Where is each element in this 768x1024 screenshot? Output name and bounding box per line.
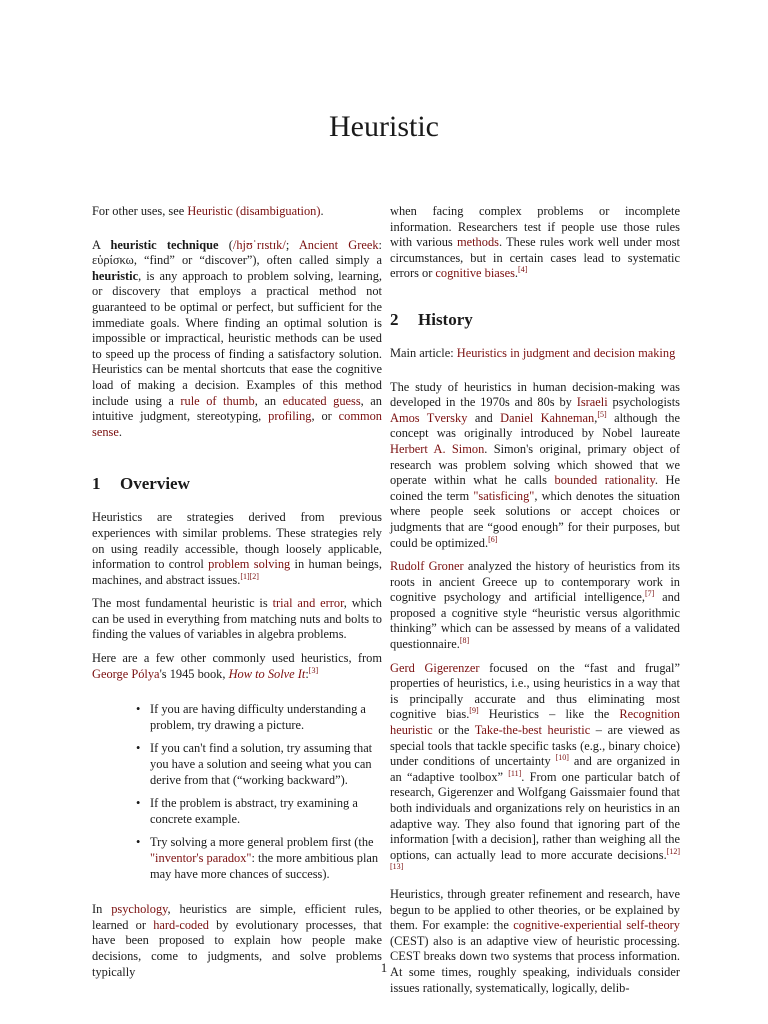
text-run: and are organized in an “adaptive toolbox” xyxy=(390,754,680,784)
citation-ref[interactable]: [7] xyxy=(645,589,655,599)
text-run: If the problem is abstract, try examining a concrete example. xyxy=(150,796,358,826)
inline-link[interactable]: educated guess xyxy=(282,393,361,408)
text-run: 's 1945 book, xyxy=(159,666,229,681)
text-run: ( xyxy=(218,237,233,252)
inline-link[interactable]: /hjʊˈrɪstɪk/ xyxy=(232,237,286,252)
text-run: focused on the “fast and frugal” properties of heuristics, i.e., using heuristics in a way that is principally accurate and thus eliminating most cognitive bias. xyxy=(390,660,680,722)
text-run: in human beings, machines, and abstract issues. xyxy=(92,557,382,587)
text-run: . He coined the term xyxy=(390,473,680,503)
right-column xyxy=(390,204,680,996)
citation-ref[interactable]: [6] xyxy=(488,534,498,544)
hatnote-prefix: For other uses, see xyxy=(92,204,188,218)
text-run: Heuristics – like the xyxy=(478,707,620,722)
inline-link[interactable]: Recognition heuristic xyxy=(390,707,680,738)
text-run: : xyxy=(305,666,309,681)
section-number: 1 xyxy=(92,474,101,494)
citation-ref[interactable]: [12][13] xyxy=(390,846,680,872)
text-run: The most fundamental heuristic is xyxy=(92,596,273,611)
text-run: , which denotes the situation where people seek solutions or accept choices or judgments that are “good enough” for their purposes, but could be optimized. xyxy=(390,488,680,550)
inline-link[interactable]: common sense xyxy=(92,409,383,439)
text-run: analyzed the history of heuristics from its roots in ancient Greece up to contemporary work in cognitive psychology and artificial intelligence, xyxy=(390,559,680,605)
citation-ref[interactable]: [5] xyxy=(597,409,607,419)
text-run: by evolutionary processes, that have been proposed to explain how people make decisions, come to judgments, and solve problems typically xyxy=(92,917,382,979)
inline-link[interactable]: hard-coded xyxy=(153,917,209,932)
overview-paragraph-1 xyxy=(92,510,382,588)
inline-link[interactable]: Daniel Kahneman xyxy=(500,410,595,425)
text-run: when facing complex problems or incomplete information. Researchers test if people use those rules with various xyxy=(390,204,680,250)
inline-link[interactable]: Herbert A. Simon xyxy=(390,441,485,456)
text-run: Try solving a more general problem first (the xyxy=(150,835,374,850)
text-run: If you can't find a solution, try assuming that you have a solution and seeing what you can derive from that (“working backward”). xyxy=(150,741,373,787)
text-run: . From one particular batch of research, Gigerenzer and Wolfgang Gaissmaier found that both individuals and organizations rely on heuristics in an adaptive way. They also found that ignoring part of the information [with a decision], rather than weighing all the options, can actually lead to more accurate decisions. xyxy=(390,769,680,862)
section-number: 2 xyxy=(390,309,399,329)
text-run: although the concept was originally introduced by Nobel laureate xyxy=(390,410,680,441)
inline-link[interactable]: cognitive-experiential self-theory xyxy=(513,918,680,933)
text-run: , xyxy=(594,410,598,425)
text-run: . xyxy=(118,424,122,439)
text-run: , heuristics are simple, efficient rules, learned or xyxy=(92,902,382,932)
list-item xyxy=(136,835,382,882)
main-article-prefix: Main article: xyxy=(390,345,457,360)
inline-link[interactable]: George Pólya xyxy=(92,666,160,681)
inline-link[interactable]: "inventor's paradox" xyxy=(150,851,252,865)
text-run: If you are having difficulty understanding a problem, try drawing a picture. xyxy=(150,702,366,732)
text-run: : the more ambitious plan may have more chances of success). xyxy=(150,851,379,881)
text-run: The study of heuristics in human decision-making was developed in the 1970s and 80s by xyxy=(390,379,680,410)
inline-link[interactable]: Take-the-best heuristic xyxy=(474,723,591,738)
continued-paragraph xyxy=(390,204,680,282)
bold-term: heuristic technique xyxy=(110,237,219,252)
text-run: and xyxy=(467,410,501,425)
bold-term: heuristic xyxy=(92,268,139,283)
inline-link[interactable]: psychology xyxy=(111,902,168,917)
inline-link[interactable]: profiling xyxy=(268,409,312,424)
text-run: : εὑρίσκω, “find” or “discover”), often called simply a xyxy=(92,237,382,268)
page-title: Heuristic xyxy=(329,110,439,143)
text-run: (CEST) also is an adaptive view of heuristic processing. CEST breaks down two systems that process information. At some times, roughly speaking, individuals consider issues rationally, systematically, logically, delib- xyxy=(390,933,680,995)
list-item xyxy=(136,702,382,733)
text-run: In xyxy=(92,902,112,917)
citation-ref[interactable]: [4] xyxy=(518,265,528,275)
history-paragraph-3 xyxy=(390,661,680,879)
text-run: , is any approach to problem solving, learning, or discovery that employs a practical method not guaranteed to be optimal or perfect, but sufficient for the immediate goals. Where finding an optimal solution is impossible or impractical, heuristic methods can be used to speed up the process of finding a satisfactory solution. Heuristics can be mental shortcuts that ease the cognitive load of making a decision. Examples of this method include using a xyxy=(92,268,382,408)
text-run: ; xyxy=(285,237,299,252)
inline-link[interactable]: bounded rationality xyxy=(554,473,655,488)
inline-link[interactable]: rule of thumb xyxy=(180,393,255,408)
inline-link[interactable]: Rudolf Groner xyxy=(390,559,464,574)
citation-ref[interactable]: [10] xyxy=(555,753,569,763)
page-number: 1 xyxy=(380,960,388,975)
hatnote-suffix: . xyxy=(320,204,324,218)
citation-ref[interactable]: [8] xyxy=(459,635,470,645)
overview-paragraph-3 xyxy=(92,651,382,682)
inline-link[interactable]: Amos Tversky xyxy=(390,410,468,425)
text-run: A xyxy=(92,237,111,252)
text-run: , an intuitive judgment, stereotyping, xyxy=(92,393,382,424)
text-run: Heuristics, through greater refinement and research, have begun to be applied to other theories, or be explained by them. For example: the xyxy=(390,886,680,933)
text-run: and proposed a cognitive style “heuristic versus algorithmic thinking” which can be assessed by means of a validated questionnaire. xyxy=(390,590,680,652)
inline-link[interactable]: cognitive biases xyxy=(435,266,515,281)
section-heading-history xyxy=(390,310,680,330)
history-paragraph-1 xyxy=(390,380,680,552)
text-run: . xyxy=(514,266,519,281)
inline-link[interactable]: "satisficing" xyxy=(473,488,535,503)
citation-ref[interactable]: [9] xyxy=(469,706,479,716)
main-article-note xyxy=(390,346,680,362)
citation-ref[interactable]: [11] xyxy=(508,768,522,778)
overview-paragraph-2 xyxy=(92,596,382,643)
history-paragraph-2 xyxy=(390,559,680,653)
text-run: , an xyxy=(254,393,283,408)
text-run: psychologists xyxy=(607,395,680,410)
list-item xyxy=(136,796,382,827)
text-run: or the xyxy=(432,723,475,738)
left-column xyxy=(92,204,382,980)
hatnote xyxy=(92,204,382,220)
text-run: Heuristics are strategies derived from previous experiences with similar problems. These strategies rely on using readily accessible, though loosely applicable, information to control xyxy=(92,510,382,572)
citation-ref[interactable]: [3] xyxy=(308,665,319,675)
disambiguation-link[interactable]: Heuristic (disambiguation) xyxy=(187,204,321,218)
intro-paragraph xyxy=(92,238,382,441)
inline-link[interactable]: How to Solve It xyxy=(228,666,306,681)
inline-link[interactable]: Israeli xyxy=(576,395,608,410)
section-title: History xyxy=(418,309,473,329)
text-run: Here are a few other commonly used heuristics, from xyxy=(92,651,382,666)
heuristics-list xyxy=(136,702,382,882)
text-run: , which can be used in everything from matching nuts and bolts to finding the values of variables in algebra problems. xyxy=(92,596,382,642)
text-run: , or xyxy=(311,409,339,424)
section-heading-overview xyxy=(92,474,382,494)
inline-link[interactable]: Gerd Gigerenzer xyxy=(390,660,480,675)
history-paragraph-4 xyxy=(390,887,680,996)
main-article-link[interactable]: Heuristics in judgment and decision making xyxy=(456,345,676,360)
inline-link[interactable]: methods xyxy=(456,235,499,250)
citation-ref[interactable]: [1][2] xyxy=(240,571,259,581)
inline-link[interactable]: Ancient Greek xyxy=(298,237,379,252)
text-run: – are viewed as special tools that tackle specific tasks (e.g., binary choice) under conditions of uncertainty xyxy=(390,723,680,769)
list-item xyxy=(136,741,382,788)
text-run: . These rules work well under most circumstances, but in certain cases lead to systematic errors or xyxy=(390,235,680,281)
text-run: . Simon's original, primary object of research was problem solving which showed that we operate within what he calls xyxy=(390,441,680,488)
inline-link[interactable]: problem solving xyxy=(208,557,291,572)
section-title: Overview xyxy=(120,474,190,494)
inline-link[interactable]: trial and error xyxy=(272,596,344,611)
